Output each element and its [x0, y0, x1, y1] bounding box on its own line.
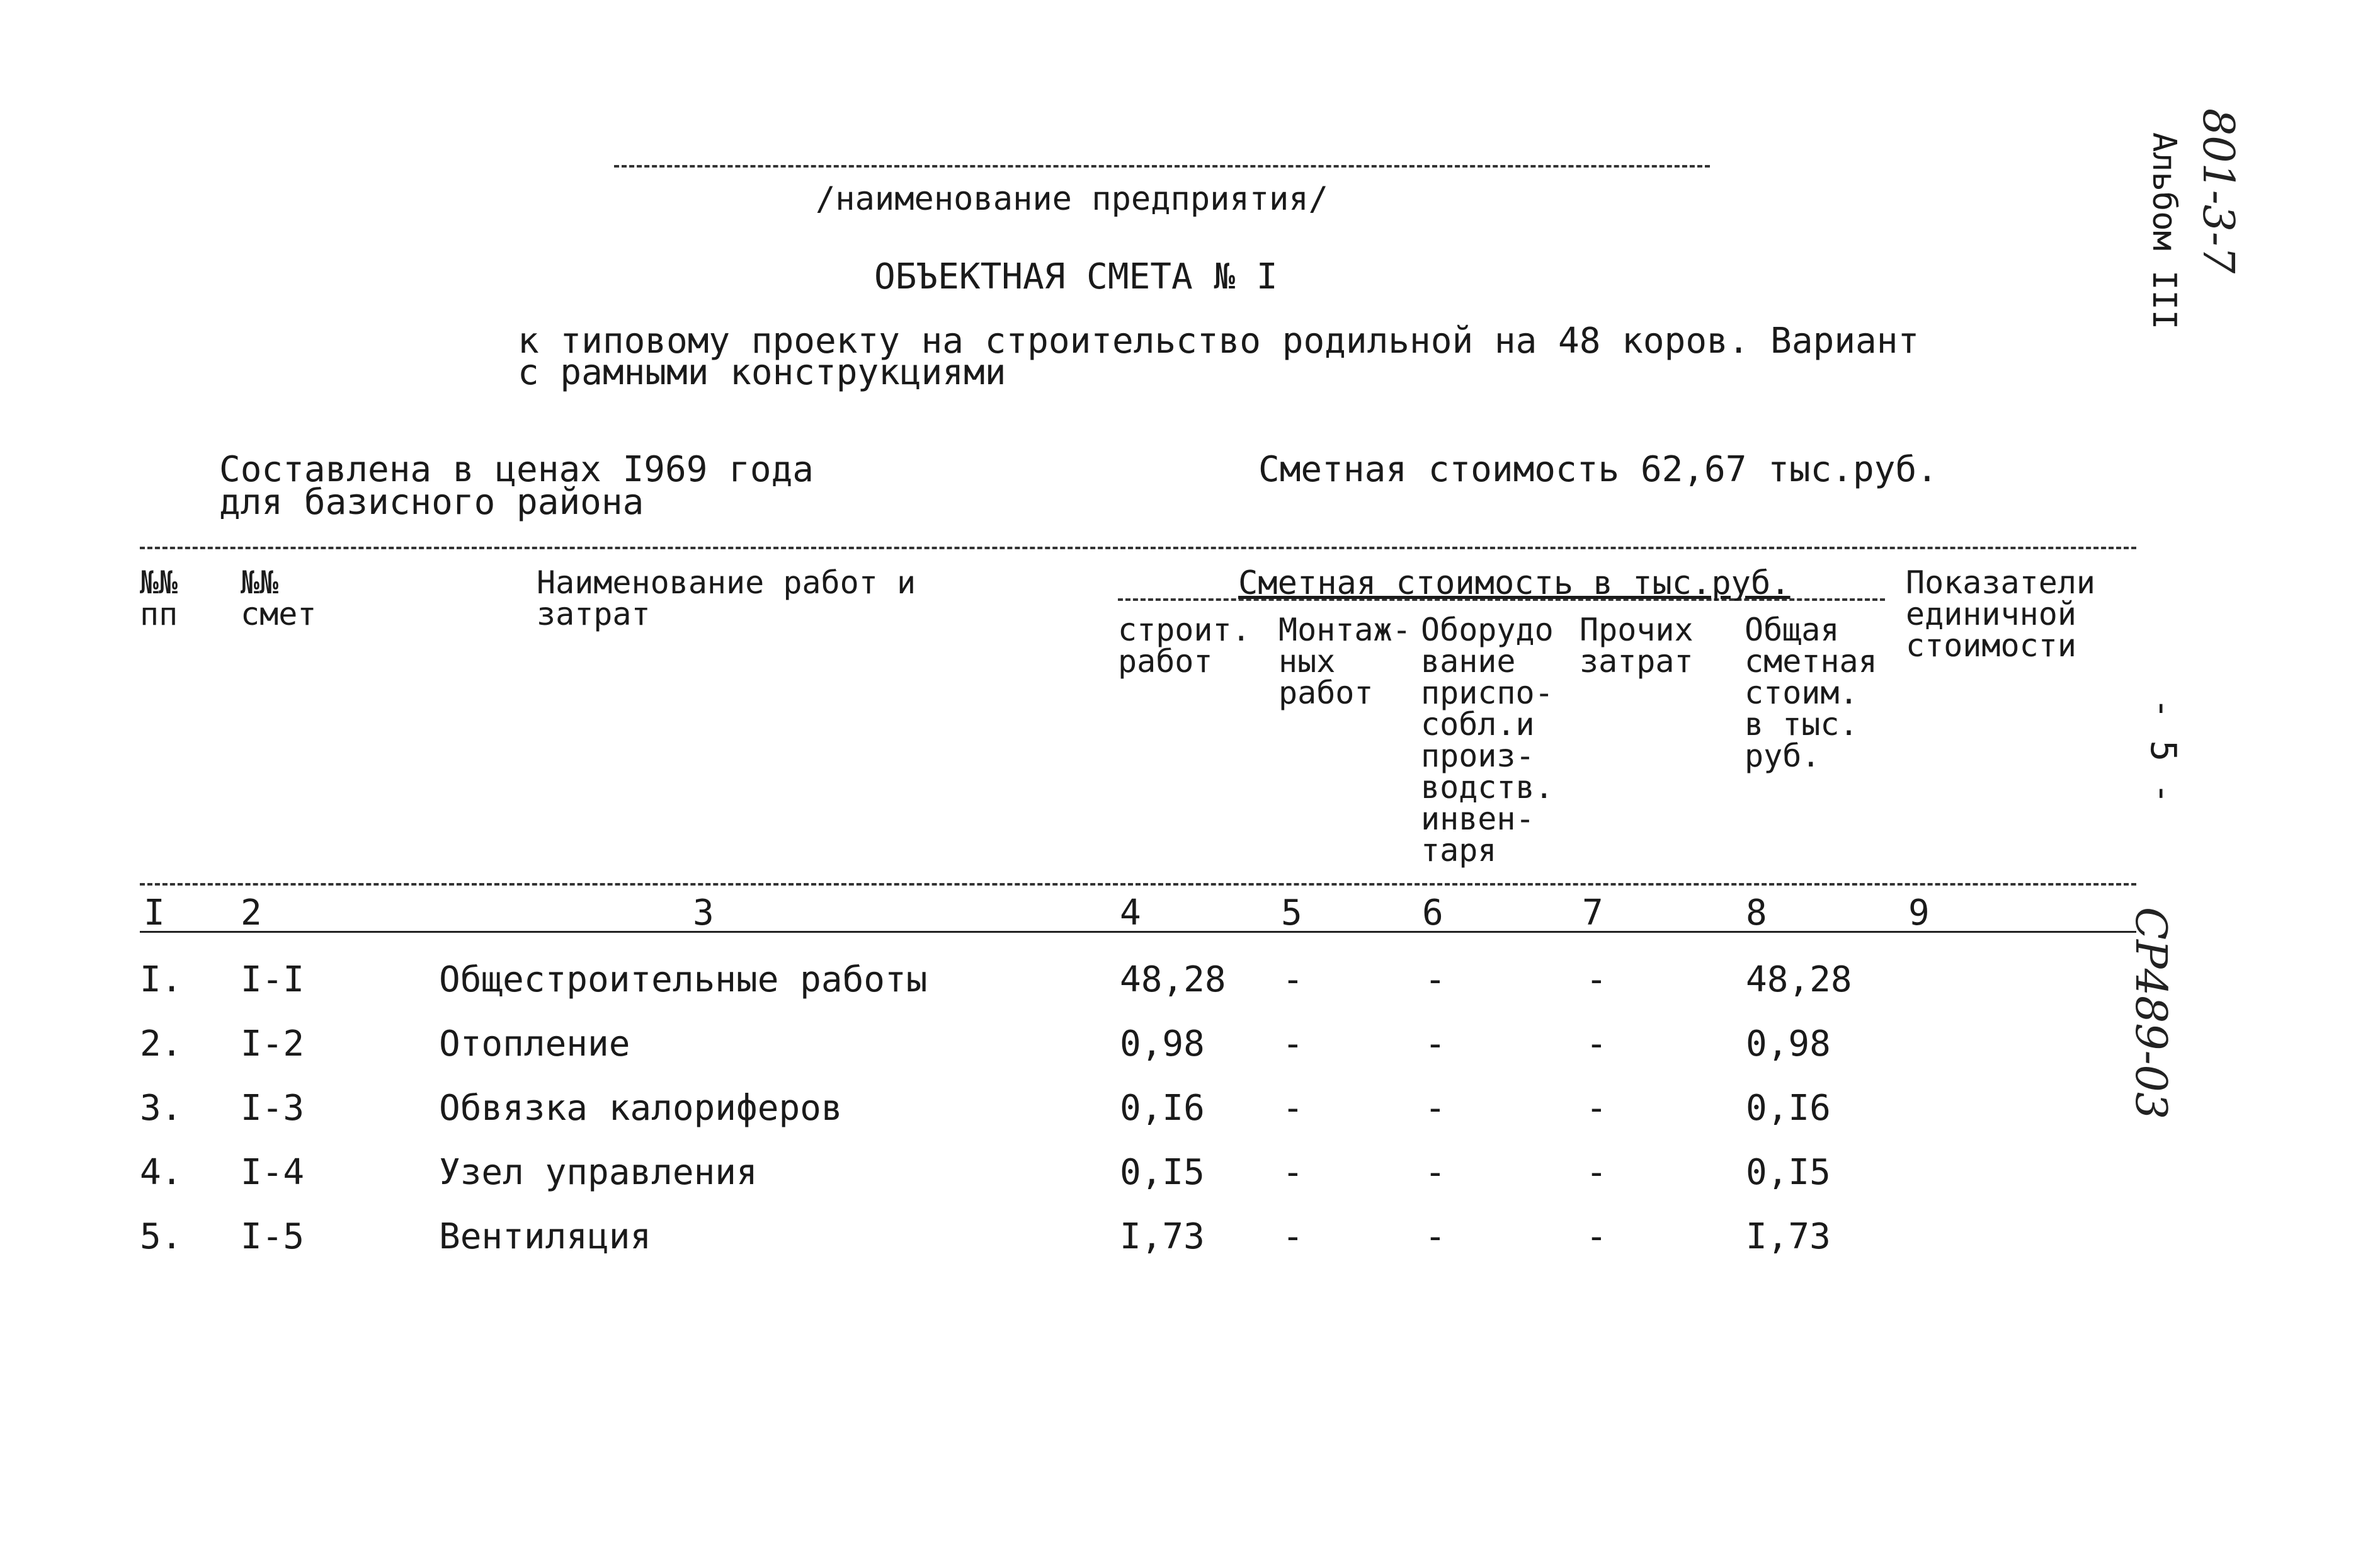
work-name: Отопление	[439, 1023, 630, 1064]
estimate-number: I-4	[241, 1152, 305, 1193]
estimate-number: I-I	[241, 959, 305, 1000]
subtitle-line-1: к типовому проекту на строительство родильной на 48 коров. Вариант	[518, 321, 1920, 362]
prices-line-1: Составлена в ценах I969 года	[219, 449, 814, 490]
total-cost: 0,I5	[1746, 1152, 1831, 1193]
album-label: Альбом III	[2145, 132, 2183, 330]
total-cost: 0,I6	[1746, 1088, 1831, 1129]
document-title: ОБЪЕКТНАЯ СМЕТА № I	[874, 256, 1278, 297]
installation-cost: -	[1282, 1216, 1304, 1257]
row-number: I.	[140, 959, 183, 1000]
other-cost: -	[1586, 1023, 1607, 1064]
header-equipment: Оборудо вание приспо- собл.и произ- водств. инвен- таря	[1421, 612, 1554, 869]
other-cost: -	[1586, 1088, 1607, 1129]
column-number-6: 6	[1422, 892, 1443, 933]
column-number-7: 7	[1582, 892, 1603, 933]
header-row-number: №№ пп	[140, 564, 178, 632]
header-total-cost: Общая сметная стоим. в тыс. руб.	[1745, 612, 1877, 774]
subtitle-line-2: с рамными конструкциями	[518, 352, 1006, 393]
column-number-rule	[140, 931, 2136, 933]
equipment-cost: -	[1425, 1216, 1446, 1257]
top-rule	[614, 165, 1710, 168]
document-code-handwritten: СР489-03	[2126, 907, 2175, 1120]
row-number: 2.	[140, 1023, 183, 1064]
work-name: Общестроительные работы	[439, 959, 928, 1000]
header-installation-work: Монтаж- ных работ	[1278, 612, 1411, 711]
column-number-5: 5	[1281, 892, 1302, 933]
header-cost-group: Сметная стоимость в тыс.руб.	[1238, 564, 1791, 602]
header-unit-indicators: Показатели единичной стоимости	[1906, 564, 2096, 664]
estimate-number: I-2	[241, 1023, 305, 1064]
row-number: 3.	[140, 1088, 183, 1129]
column-number-1: I	[144, 892, 165, 933]
row-number: 4.	[140, 1152, 183, 1193]
construction-cost: 0,I6	[1120, 1088, 1205, 1129]
page-number: - 5 -	[2143, 698, 2184, 804]
work-name: Узел управления	[439, 1152, 758, 1193]
row-number: 5.	[140, 1216, 183, 1257]
equipment-cost: -	[1425, 1023, 1446, 1064]
construction-cost: 48,28	[1120, 959, 1226, 1000]
other-cost: -	[1586, 959, 1607, 1000]
header-other-costs: Прочих затрат	[1580, 612, 1694, 680]
installation-cost: -	[1282, 1152, 1304, 1193]
table-top-rule	[140, 547, 2136, 549]
column-number-8: 8	[1746, 892, 1767, 933]
other-cost: -	[1586, 1152, 1607, 1193]
estimate-number: I-3	[241, 1088, 305, 1129]
installation-cost: -	[1282, 959, 1304, 1000]
equipment-cost: -	[1425, 959, 1446, 1000]
header-estimate-number: №№ смет	[241, 564, 317, 632]
series-code-handwritten: 801-3-7	[2193, 108, 2243, 274]
total-cost: 48,28	[1746, 959, 1852, 1000]
other-cost: -	[1586, 1216, 1607, 1257]
header-work-name: Наименование работ и затрат	[537, 564, 916, 632]
column-number-3: 3	[693, 892, 714, 933]
prices-line-2: для базисного района	[219, 482, 644, 523]
work-name: Обвязка калориферов	[439, 1088, 843, 1129]
work-name: Вентиляция	[439, 1216, 652, 1257]
installation-cost: -	[1282, 1023, 1304, 1064]
header-construction-work: строит. работ	[1118, 612, 1251, 680]
construction-cost: 0,98	[1120, 1023, 1205, 1064]
enterprise-label: /наименование предприятия/	[816, 180, 1328, 218]
estimate-number: I-5	[241, 1216, 305, 1257]
total-cost: I,73	[1746, 1216, 1831, 1257]
equipment-cost: -	[1425, 1152, 1446, 1193]
equipment-cost: -	[1425, 1088, 1446, 1129]
construction-cost: I,73	[1120, 1216, 1205, 1257]
header-bottom-rule	[140, 883, 2136, 886]
construction-cost: 0,I5	[1120, 1152, 1205, 1193]
column-number-4: 4	[1120, 892, 1141, 933]
column-number-9: 9	[1908, 892, 1930, 933]
installation-cost: -	[1282, 1088, 1304, 1129]
column-number-2: 2	[241, 892, 262, 933]
estimated-cost: Сметная стоимость 62,67 тыс.руб.	[1258, 449, 1938, 490]
total-cost: 0,98	[1746, 1023, 1831, 1064]
